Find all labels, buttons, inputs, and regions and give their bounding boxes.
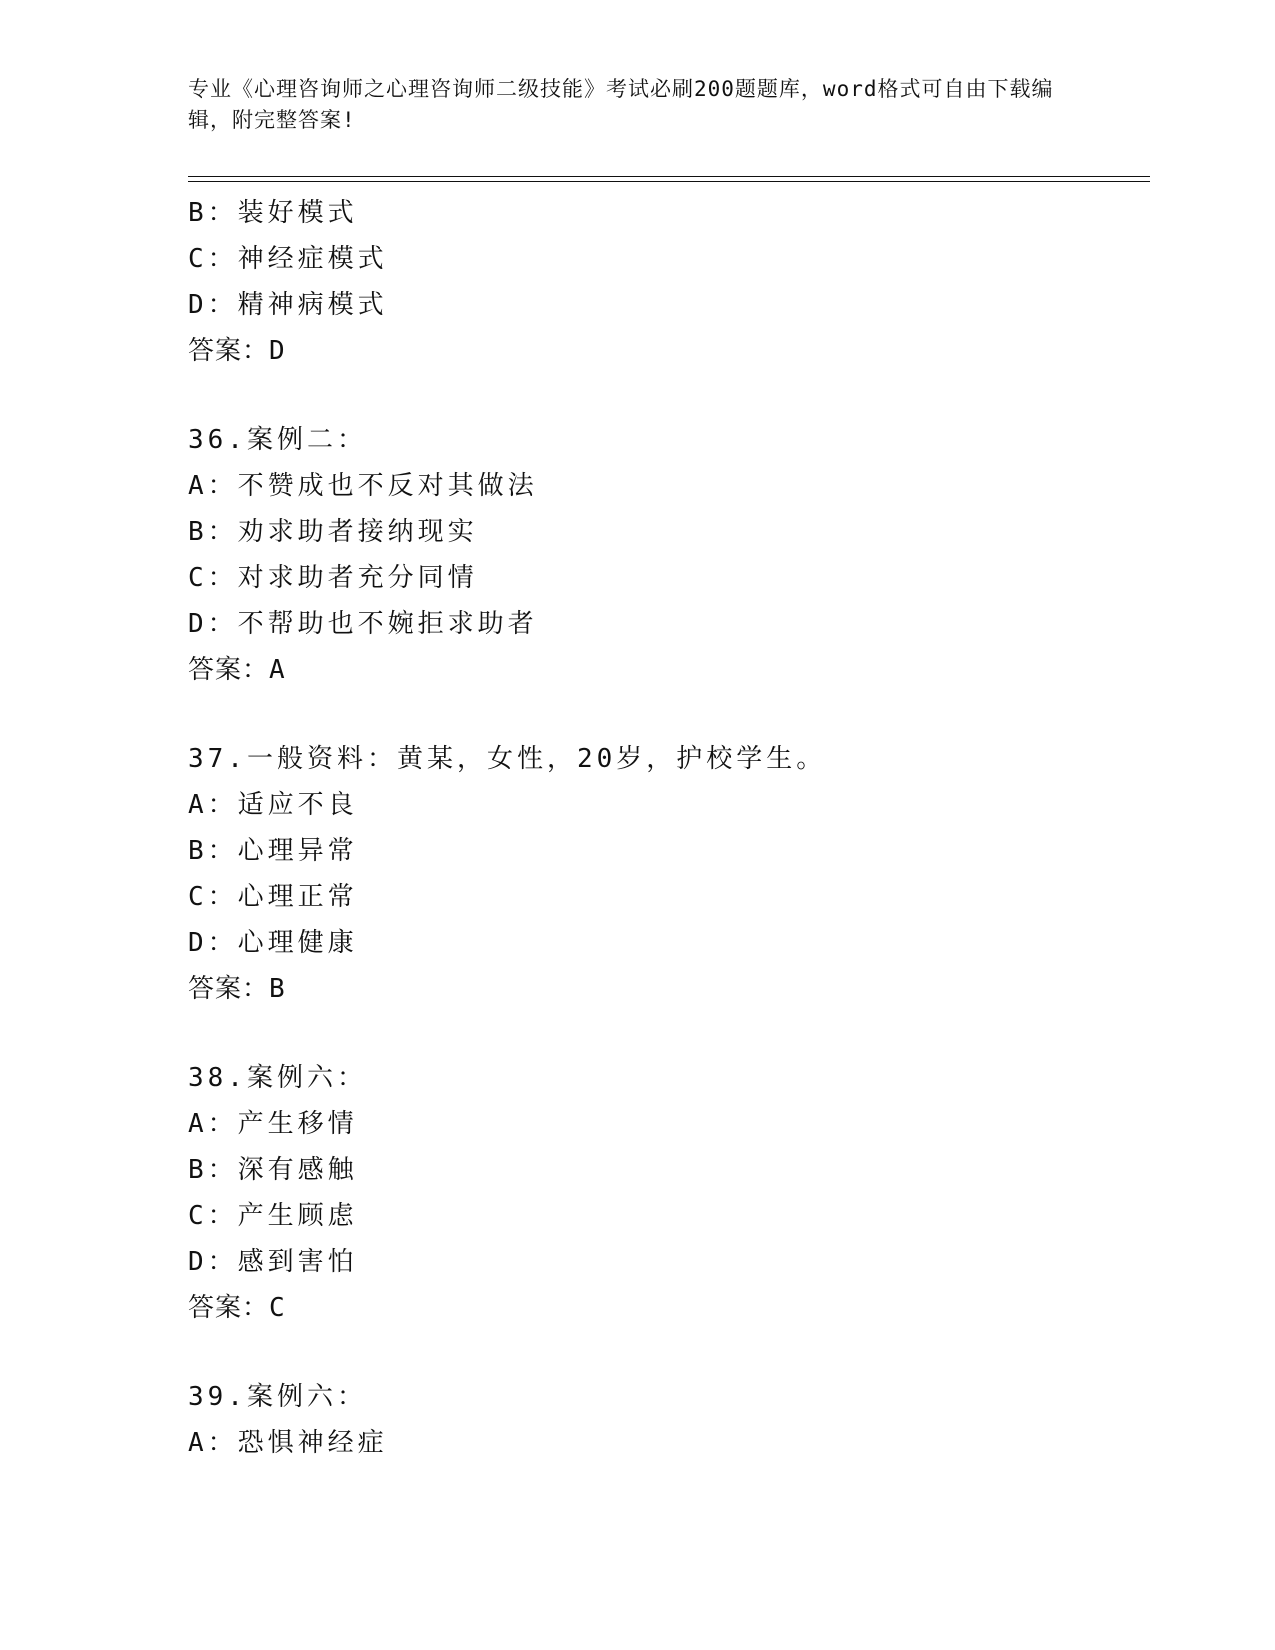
option-a: A：产生移情 [188, 1109, 358, 1139]
question-title: 36.案例二： [188, 425, 367, 455]
option-a: A：不赞成也不反对其做法 [188, 471, 538, 501]
option-d: D：感到害怕 [188, 1247, 358, 1277]
option-b: B：心理异常 [188, 836, 358, 866]
answer-value: D [269, 336, 286, 366]
answer-label: 答案： [188, 336, 270, 366]
option-c: C：产生顾虑 [188, 1201, 358, 1231]
question-block [188, 1374, 1148, 1466]
option-b: B：劝求助者接纳现实 [188, 517, 478, 547]
option-d: D：心理健康 [188, 928, 358, 958]
header-rule-top [188, 176, 1150, 177]
option-b: B：深有感触 [188, 1155, 358, 1185]
option-c: C：对求助者充分同情 [188, 563, 478, 593]
option-b: B：装好模式 [188, 198, 358, 228]
question-title: 37.一般资料：黄某，女性，20岁，护校学生。 [188, 744, 827, 774]
answer-line [188, 328, 1148, 374]
page-header: 专业《心理咨询师之心理咨询师二级技能》考试必刷200题题库，word格式可自由下载编辑，附完整答案! [188, 77, 1054, 132]
question-block [188, 1055, 1148, 1331]
question-title: 38.案例六： [188, 1063, 367, 1093]
answer-label: 答案： [188, 974, 270, 1004]
question-block [188, 190, 1148, 374]
question-block [188, 417, 1148, 693]
answer-value: B [269, 974, 286, 1004]
question-block [188, 736, 1148, 1012]
answer-value: C [269, 1293, 286, 1323]
answer-label: 答案： [188, 655, 270, 685]
answer-line [188, 1285, 1148, 1331]
option-c: C：心理正常 [188, 882, 358, 912]
question-list [188, 190, 1148, 1466]
answer-line [188, 966, 1148, 1012]
answer-value: A [269, 655, 286, 685]
option-d: D：精神病模式 [188, 290, 388, 320]
header-rule-bottom [188, 181, 1150, 182]
answer-line [188, 647, 1148, 693]
option-c: C：神经症模式 [188, 244, 388, 274]
option-a: A：恐惧神经症 [188, 1428, 388, 1458]
question-title: 39.案例六： [188, 1382, 367, 1412]
option-d: D：不帮助也不婉拒求助者 [188, 609, 538, 639]
option-a: A：适应不良 [188, 790, 358, 820]
answer-label: 答案： [188, 1293, 270, 1323]
